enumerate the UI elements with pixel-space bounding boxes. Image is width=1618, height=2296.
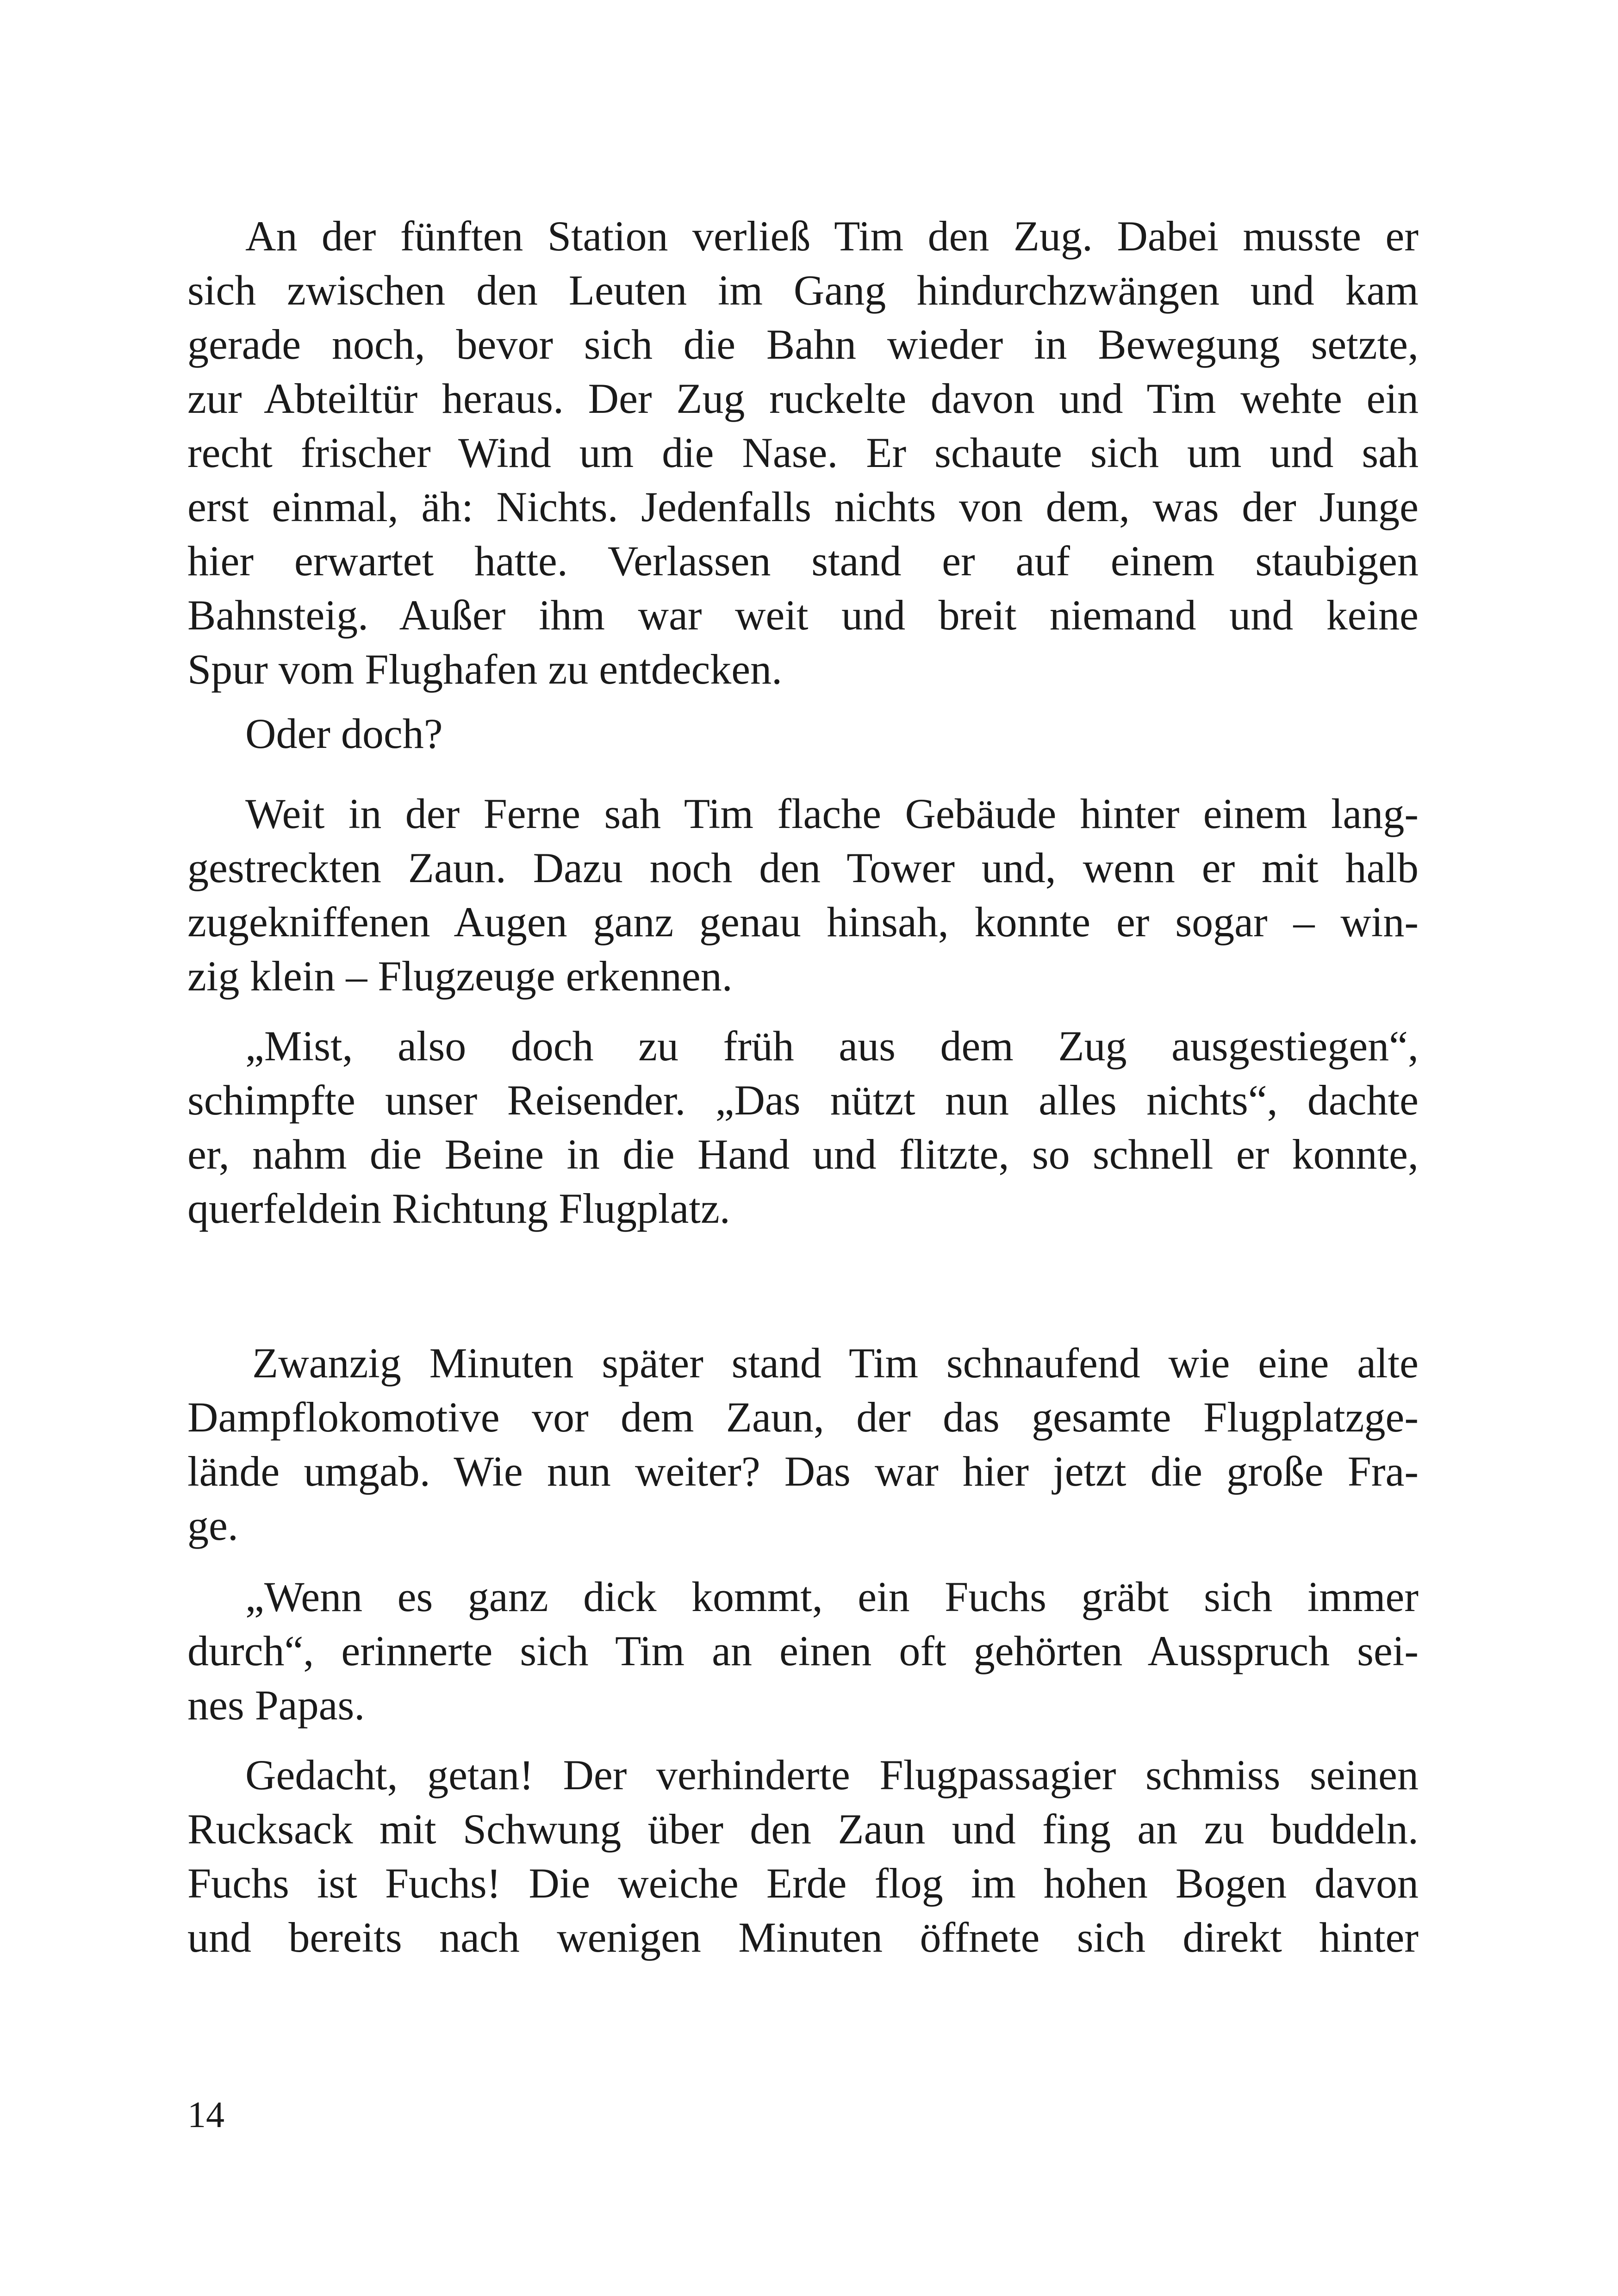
text-line: zur Abteiltür heraus. Der Zug ruckelte davon und Tim wehte ein [187,375,1419,422]
text-line: schimpfte unser Reisender. „Das nützt nun alles nichts“, dachte [187,1076,1419,1124]
text-line: sich zwischen den Leuten im Gang hindurchzwängen und kam [187,267,1419,314]
text-line: nes Papas. [187,1681,365,1729]
text-line: Rucksack mit Schwung über den Zaun und fing an zu buddeln. [187,1805,1419,1853]
text-line: und bereits nach wenigen Minuten öffnete sich direkt hinter [187,1914,1419,1961]
text-line: zig klein – Flugzeuge erkennen. [187,952,733,1000]
text-line: durch“, erinnerte sich Tim an einen oft gehörten Ausspruch sei- [187,1627,1419,1674]
text-line: ge. [187,1502,238,1549]
text-line: recht frischer Wind um die Nase. Er schaute sich um und sah [187,429,1419,476]
text-line: zugekniffenen Augen ganz genau hinsah, konnte er sogar – win- [187,898,1419,946]
text-line: Oder doch? [245,710,443,757]
text-line: Bahnsteig. Außer ihm war weit und breit niemand und keine [187,591,1419,639]
text-line: Dampflokomotive vor dem Zaun, der das gesamte Flugplatzge- [187,1394,1419,1441]
text-line: An der fünften Station verließ Tim den Zug. Dabei musste er [245,212,1419,260]
text-line: „Mist, also doch zu früh aus dem Zug ausgestiegen“, [245,1022,1419,1070]
text-line: lände umgab. Wie nun weiter? Das war hier jetzt die große Fra- [187,1448,1419,1495]
text-line: erst einmal, äh: Nichts. Jedenfalls nichts von dem, was der Junge [187,483,1419,530]
text-line: Weit in der Ferne sah Tim flache Gebäude hinter einem lang- [245,790,1419,837]
text-line: gestreckten Zaun. Dazu noch den Tower und, wenn er mit halb [187,844,1419,891]
text-line: Gedacht, getan! Der verhinderte Flugpassagier schmiss seinen [245,1751,1419,1798]
text-line: er, nahm die Beine in die Hand und flitzte, so schnell er konnte, [187,1131,1419,1178]
text-line: Fuchs ist Fuchs! Die weiche Erde flog im hohen Bogen davon [187,1860,1419,1907]
page-number: 14 [187,2095,224,2135]
text-line: hier erwartet hatte. Verlassen stand er auf einem staubigen [187,537,1419,585]
text-line: Zwanzig Minuten später stand Tim schnaufend wie eine alte [252,1339,1419,1387]
text-line: Spur vom Flughafen zu entdecken. [187,646,783,693]
text-line: „Wenn es ganz dick kommt, ein Fuchs gräbt sich immer [245,1573,1419,1620]
text-line: gerade noch, bevor sich die Bahn wieder in Bewegung setzte, [187,321,1419,368]
text-line: querfeldein Richtung Flugplatz. [187,1185,730,1232]
